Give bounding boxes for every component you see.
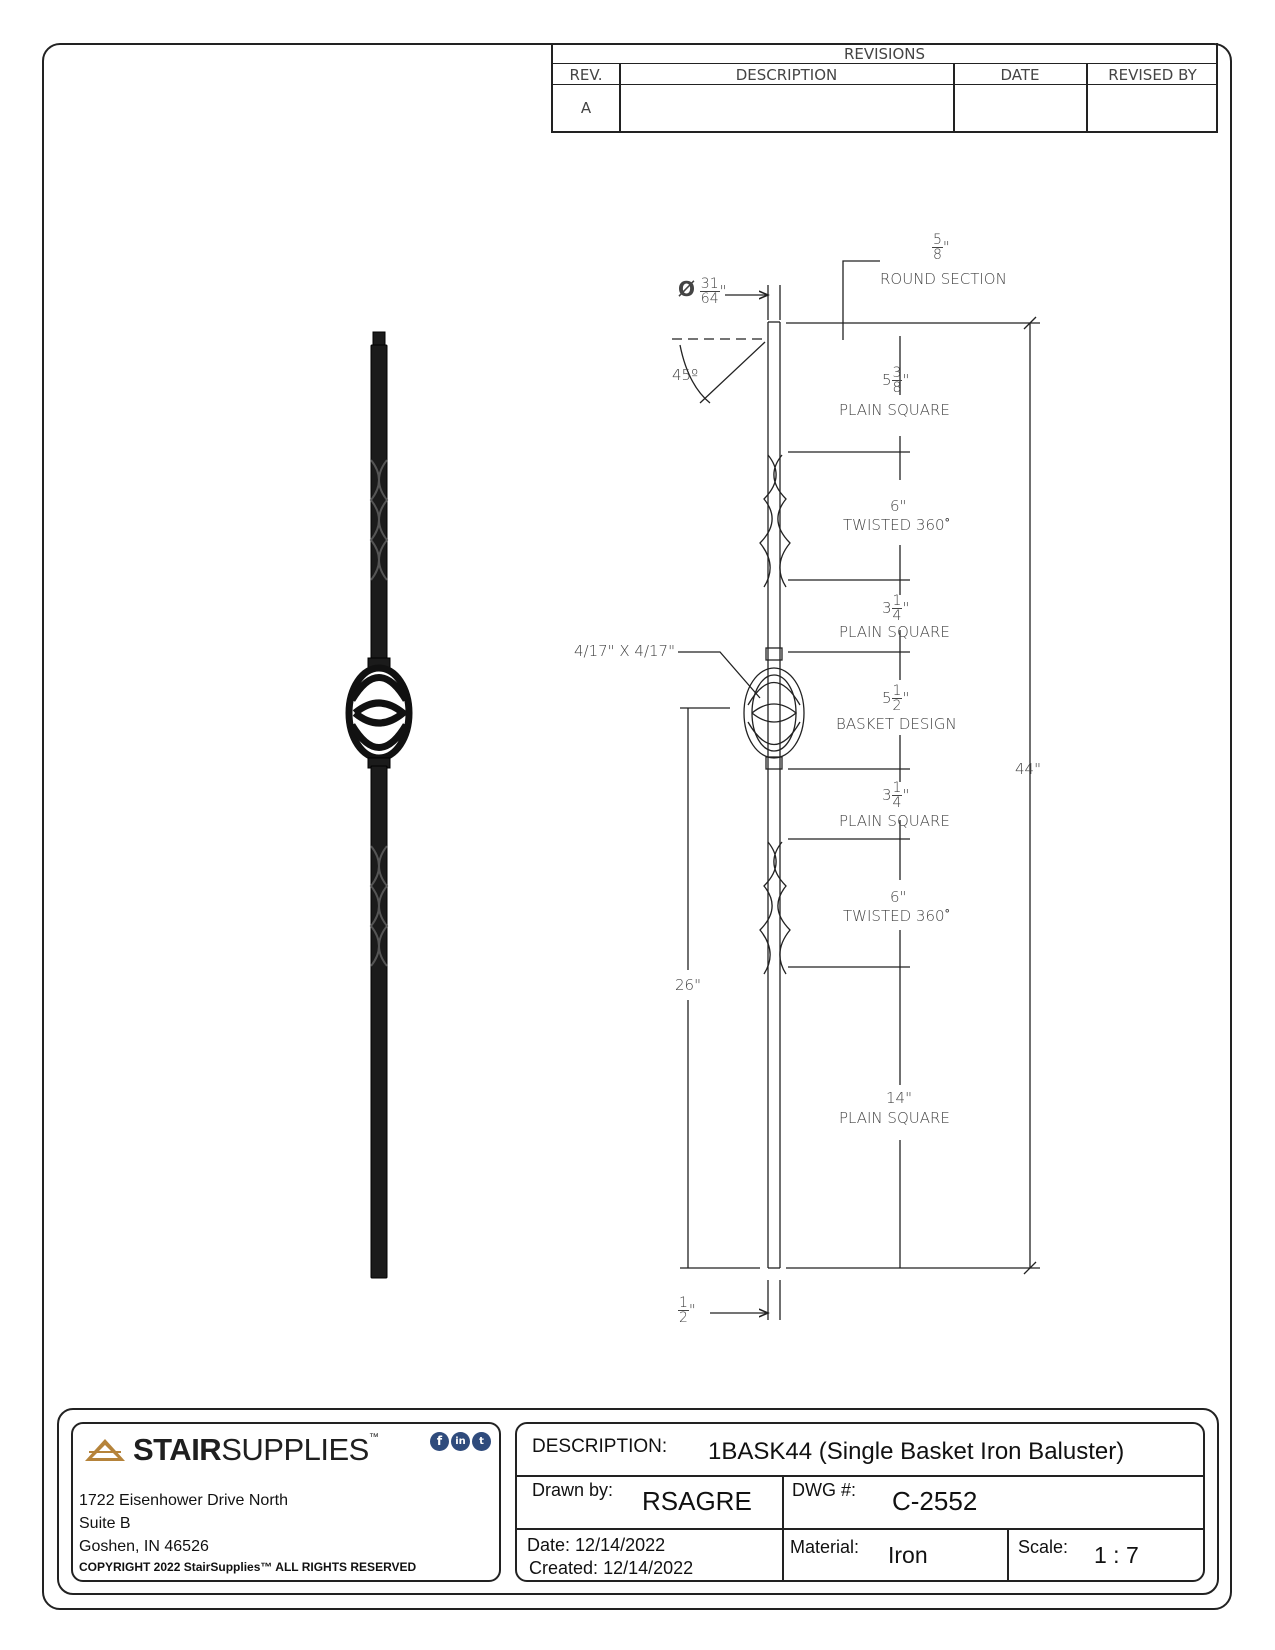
- description-header: DESCRIPTION: [620, 64, 953, 85]
- baluster-outline: [744, 322, 804, 1268]
- collar-dimension: 4/17" X 4/17": [574, 642, 675, 660]
- company-logo: [83, 1432, 378, 1468]
- baluster-render: [349, 332, 409, 1278]
- seg2-label: TWISTED 360°: [843, 516, 951, 534]
- address-line-2: Suite B: [79, 1515, 131, 1532]
- date-line: Date: 12/14/2022: [527, 1535, 666, 1555]
- created-line: Created: 12/14/2022: [529, 1558, 694, 1578]
- description-label: DESCRIPTION:: [532, 1436, 668, 1457]
- basket-height-dimension: 26": [675, 976, 701, 994]
- revised-by-header: REVISED BY: [1087, 64, 1218, 85]
- dimension-lines: [672, 261, 1040, 1320]
- scale-value: 1 : 7: [1094, 1542, 1139, 1568]
- divider: [1007, 1529, 1009, 1580]
- seg4-label: BASKET DESIGN: [836, 715, 957, 733]
- copyright: COPYRIGHT 2022 StairSupplies™ ALL RIGHTS RESERVED: [79, 1560, 417, 1574]
- seg1-dimension: 5 $\frac{3}{8}$ ": [882, 365, 910, 396]
- overall-dimension: 44": [1015, 760, 1041, 778]
- divider: [782, 1476, 784, 1580]
- round-section-fraction: $\frac{5}{8}$ ": [933, 232, 950, 263]
- divider: [517, 1528, 1203, 1530]
- drawn-by-value: RSAGRE: [642, 1486, 752, 1516]
- revisions-caption: REVISIONS: [553, 43, 1216, 64]
- seg3-label: PLAIN SQUARE: [839, 623, 950, 641]
- seg5-label: PLAIN SQUARE: [839, 812, 950, 830]
- twitter-icon[interactable]: t: [472, 1432, 491, 1451]
- material-label: Material:: [790, 1537, 860, 1557]
- seg3-dimension: 3 $\frac{1}{4}$ ": [882, 593, 910, 624]
- seg5-dimension: 3 $\frac{1}{4}$ ": [882, 780, 910, 811]
- address-line-3: Goshen, IN 46526: [79, 1538, 209, 1555]
- round-section-label: ROUND SECTION: [880, 270, 1007, 288]
- drawn-by-label: Drawn by:: [532, 1480, 614, 1500]
- facebook-icon[interactable]: f: [430, 1432, 449, 1451]
- company-name: STAIRSUPPLIES™: [133, 1432, 379, 1467]
- social-links: [430, 1432, 491, 1451]
- revision-letter: A: [580, 99, 592, 117]
- seg7-dimension: 14": [886, 1089, 912, 1107]
- seg4-dimension: 5 $\frac{1}{2}$ ": [882, 683, 910, 714]
- scale-label: Scale:: [1018, 1537, 1069, 1557]
- bottom-dimension: $\frac{1}{2}$ ": [679, 1295, 696, 1326]
- date-header: DATE: [954, 64, 1086, 85]
- stairs-logo-icon: [83, 1437, 127, 1463]
- rev-header: REV.: [553, 64, 619, 85]
- angle-label: 45º: [672, 366, 699, 384]
- divider: [517, 1475, 1203, 1477]
- diameter-symbol: Ø: [678, 277, 696, 301]
- seg1-label: PLAIN SQUARE: [839, 401, 950, 419]
- dwg-label: DWG #:: [792, 1480, 857, 1500]
- seg2-dimension: 6": [890, 497, 907, 515]
- diameter-dimension: Ø $\frac{31}{64}$ ": [678, 276, 727, 307]
- dwg-value: C-2552: [892, 1486, 978, 1516]
- material-value: Iron: [888, 1542, 928, 1568]
- seg6-dimension: 6": [890, 888, 907, 906]
- address-line-1: 1722 Eisenhower Drive North: [79, 1492, 288, 1509]
- seg6-label: TWISTED 360°: [843, 907, 951, 925]
- fraction: $\frac{31}{64}$: [700, 276, 719, 307]
- seg7-label: PLAIN SQUARE: [839, 1109, 950, 1127]
- description-value: 1BASK44 (Single Basket Iron Baluster): [708, 1438, 1125, 1465]
- linkedin-icon[interactable]: in: [451, 1432, 470, 1451]
